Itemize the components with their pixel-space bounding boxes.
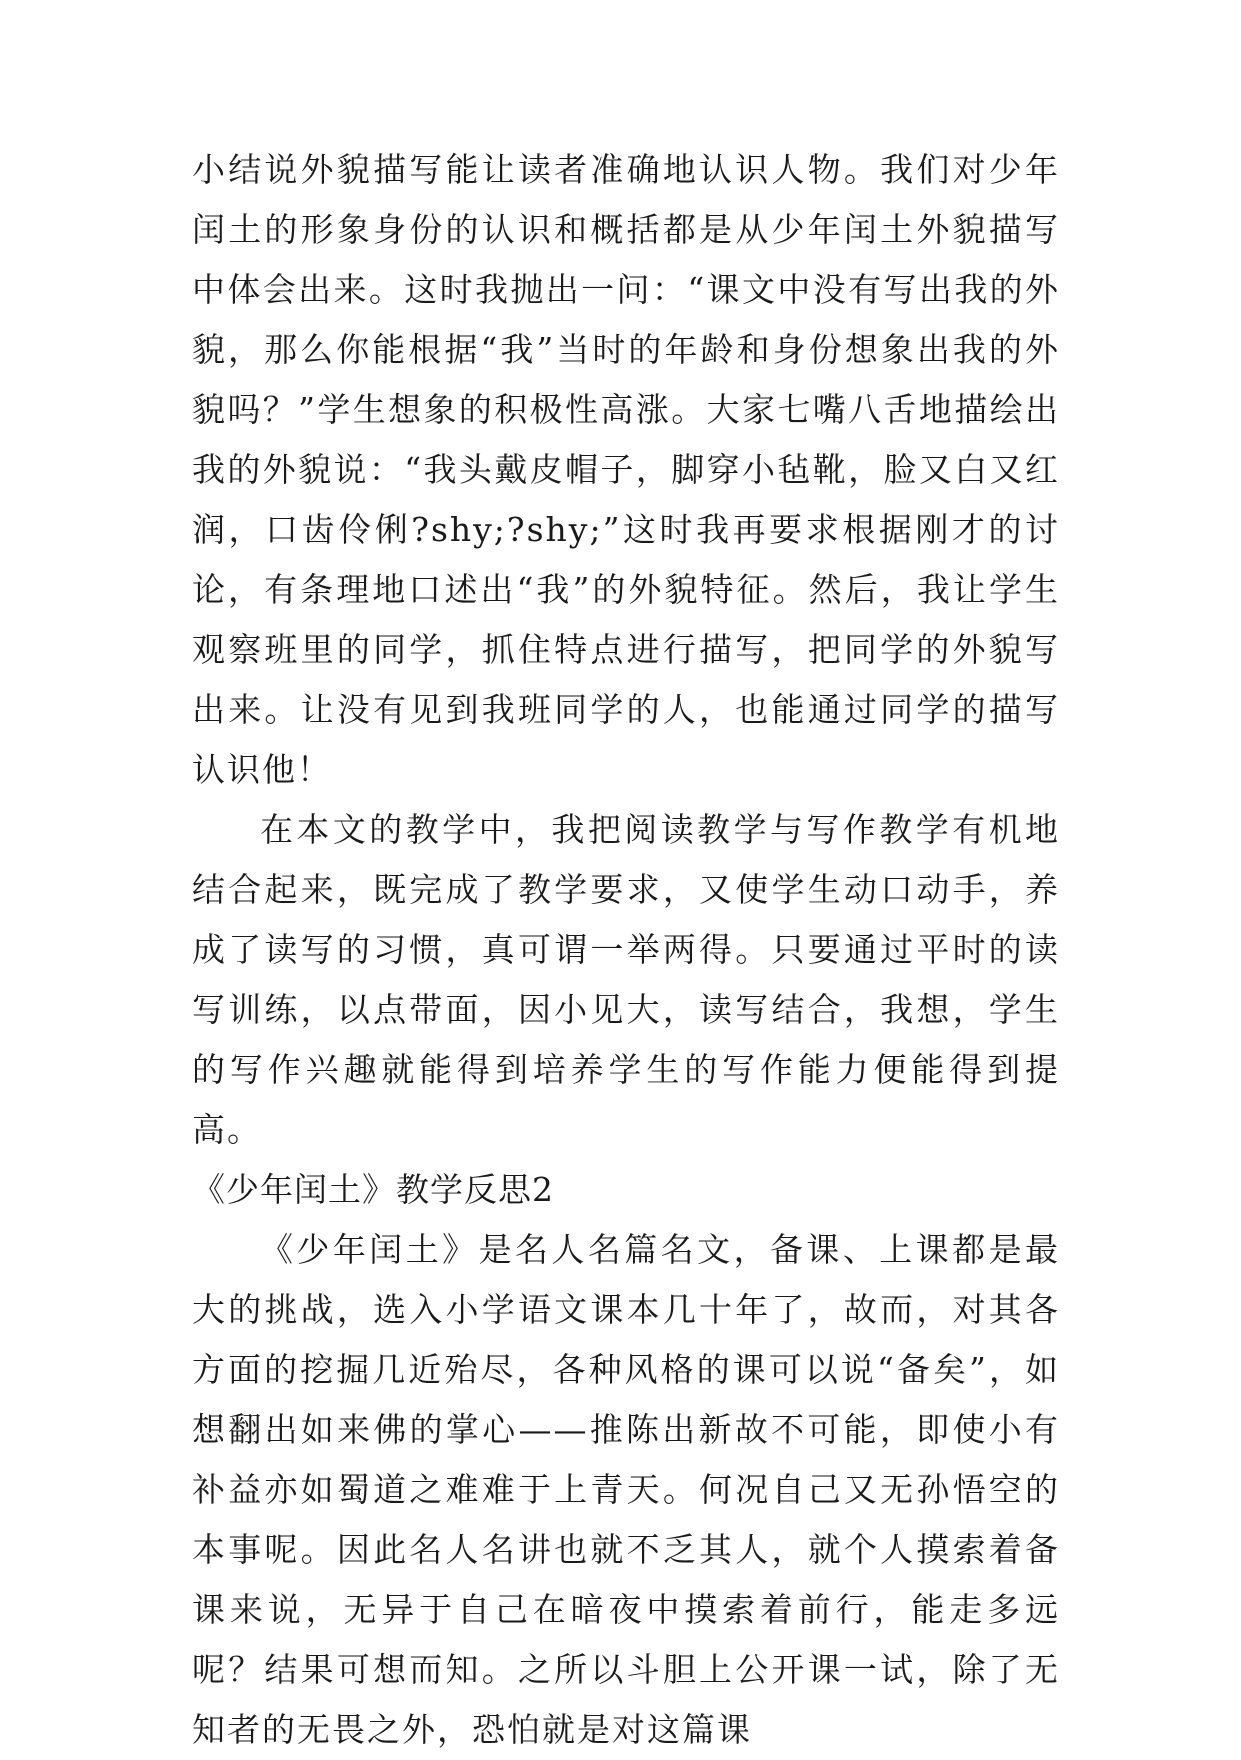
paragraph-appearance-description: 小结说外貌描写能让读者准确地认识人物。我们对少年闰土的形象身份的认识和概括都是从少年闰土外貌描写中体会出来。这时我抛出一问：“课文中没有写出我的外貌，那么你能根据“我”当时的年龄和身份想象出我的外貌吗？”学生想象的积极性高涨。大家七嘴八舌地描绘出我的外貌说：“我头戴皮帽子，脚穿小毡靴，脸又白又红润，口齿伶俐?shy;?shy;”这时我再要求根据刚才的讨论，有条理地口述出“我”的外貌特征。然后，我让学生观察班里的同学，抓住特点进行描写，把同学的外貌写出来。让没有见到我班同学的人，也能通过同学的描写认识他！ — [192, 150, 1060, 789]
paragraph-teaching-summary: 在本文的教学中，我把阅读教学与写作教学有机地结合起来，既完成了教学要求，又使学生动口动手，养成了读写的习惯，真可谓一举两得。只要通过平时的读写训练，以点带面，因小见大，读写结合，我想，学生的写作兴趣就能得到培养学生的写作能力便能得到提高。 — [192, 810, 1060, 1149]
section-heading: 《少年闰土》教学反思2 — [192, 1170, 554, 1209]
document-body — [192, 140, 1060, 1760]
paragraph-reflection-intro: 《少年闰土》是名人名篇名文，备课、上课都是最大的挑战，选入小学语文课本几十年了，故而，对其各方面的挖掘几近殆尽，各种风格的课可以说“备矣”，如想翻出如来佛的掌心——推陈出新故不可能，即使小有补益亦如蜀道之难难于上青天。何况自己又无孙悟空的本事呢。因此名人名讲也就不乏其人，就个人摸索着备课来说，无异于自己在暗夜中摸索着前行，能走多远呢？结果可想而知。之所以斗胆上公开课一试，除了无知者的无畏之外，恐怕就是对这篇课 — [192, 1230, 1060, 1749]
